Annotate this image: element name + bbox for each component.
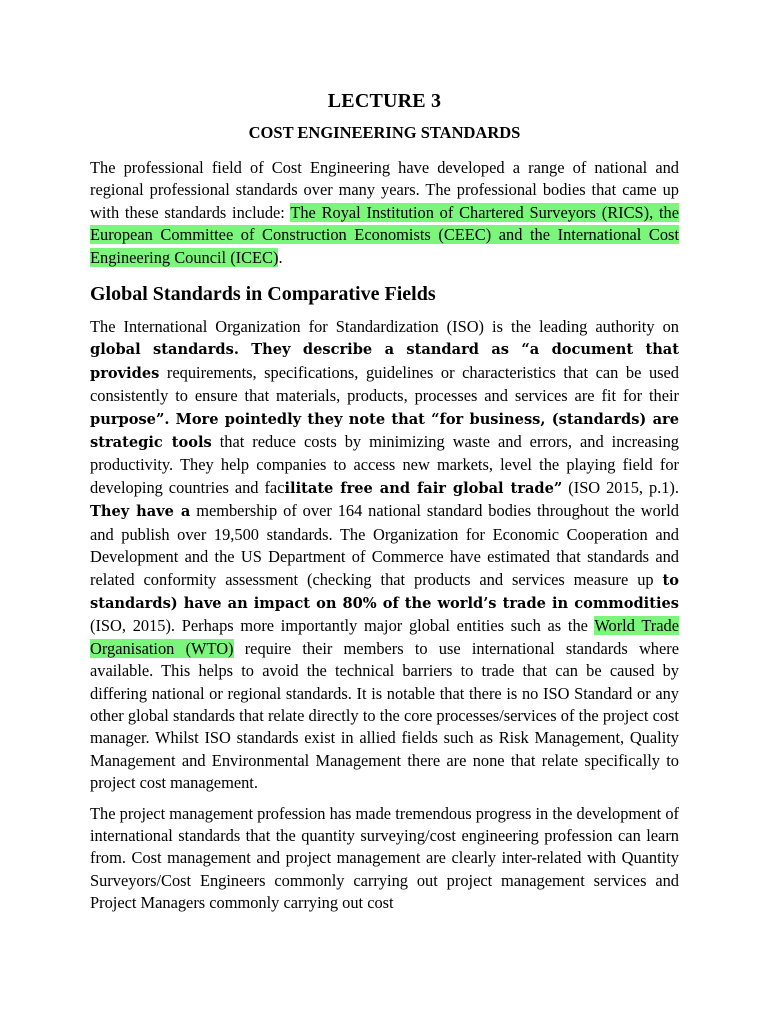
intro-paragraph	[90, 157, 679, 269]
intro-text: The professional field of Cost Engineering have developed a range of national and regional professional standards over many years. The professional bodies that came up with these standards include:	[90, 158, 679, 222]
iso-bold-3: ilitate free and fair global trade”	[284, 479, 563, 497]
lecture-title: LECTURE 3	[327, 90, 442, 112]
iso-text-1: The International Organization for Standardization (ISO) is the leading authority on	[90, 317, 679, 337]
iso-bold-5: to standards) have an impact on 80% of the world’s trade in commodities	[90, 571, 679, 612]
iso-bold-2: purpose”. More pointedly they note that “for business, (standards) are strategic tools	[90, 410, 679, 452]
iso-text-2: requirements, specifications, guidelines or characteristics that can be used consistently to ensure that materials, products, processes and services are fit for their	[90, 362, 679, 406]
iso-text-7: require their members to use international standards where available. This helps to avoid the technical barriers to trade that can be caused by differing national or regional standards. It is notable that there is no ISO Standard or any other global standards that relate directly to the core processes/services of the project cost manager. Whilst ISO standards exist in allied fields such as Risk Management, Quality Management and Environmental Management there are none that relate specifically to project cost management.	[90, 638, 679, 793]
iso-bold-1: global standards. They describe a standard as “a document that provides	[90, 341, 679, 382]
iso-bold-4: They have a	[90, 503, 191, 521]
iso-text-3: that reduce costs by minimizing waste and errors, and increasing productivity. They help companies to access new markets, level the playing field for developing countries and fac	[90, 432, 679, 497]
iso-text-6: (ISO, 2015). Perhaps more importantly major global entities such as the	[90, 616, 595, 636]
project-management-paragraph: The project management profession has made tremendous progress in the development of international standards that the quantity surveying/cost engineering profession can learn from. Cost management and project management are clearly inter-related with Quantity Surveyors/Cost Engineers commonly carrying out project management services and Project Managers commonly carrying out cost	[90, 803, 679, 913]
iso-text-4: (ISO 2015, p.1).	[562, 477, 679, 497]
intro-text-end: .	[278, 247, 283, 267]
document-subtitle: COST ENGINEERING STANDARDS	[248, 123, 521, 142]
highlighted-wto: World Trade Organisation (WTO)	[90, 616, 679, 658]
document-page	[90, 90, 679, 915]
highlighted-bodies: The Royal Institution of Chartered Surveyors (RICS), the European Committee of Construction Economists (CEEC) and the International Cost Engineering Council (ICEC)	[90, 202, 679, 267]
iso-paragraph	[90, 316, 679, 795]
section-heading: Global Standards in Comparative Fields	[90, 283, 436, 306]
iso-text-5: membership of over 164 national standard bodies throughout the world and publish over 19,500 standards. The Organization for Economic Cooperation and Development and the US Department of Commerce have estimated that standards and related conformity assessment (checking that products and services measure up	[90, 501, 679, 589]
